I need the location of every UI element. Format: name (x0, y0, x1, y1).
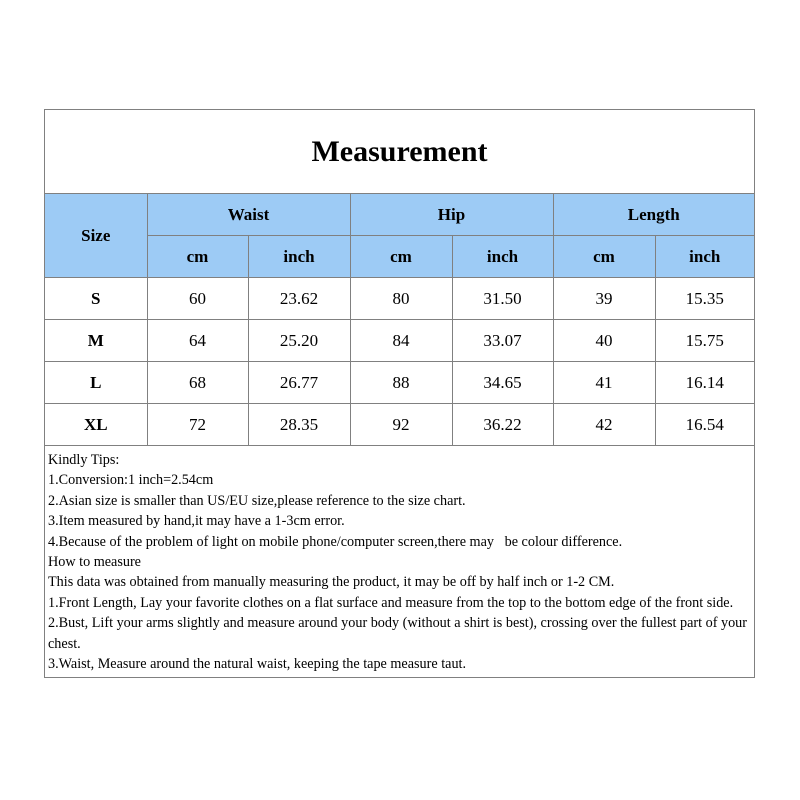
note-line: 3.Waist, Measure around the natural waist, keeping the tape measure taut. (48, 656, 467, 673)
table-cell: 64 (147, 320, 248, 362)
table-cell: 15.35 (655, 278, 754, 320)
table-cell: 39 (553, 278, 655, 320)
waist-header: Waist (147, 194, 350, 236)
table-cell: 68 (147, 362, 248, 404)
table-cell: 15.75 (655, 320, 754, 362)
note-line: This data was obtained from manually measuring the product, it may be off by half inch or 1-2 CM. (48, 574, 615, 591)
header-row-groups (45, 194, 754, 236)
table-cell: 23.62 (248, 278, 350, 320)
size-table (45, 194, 754, 446)
note-line: 2.Bust, Lift your arms slightly and measure around your body (without a shirt is best), crossing over the fullest part of your chest. (48, 615, 751, 652)
unit-header: cm (553, 236, 655, 278)
size-header: Size (45, 194, 147, 278)
table-row (45, 320, 754, 362)
table-cell: 33.07 (452, 320, 553, 362)
unit-header: inch (452, 236, 553, 278)
table-cell: 84 (350, 320, 452, 362)
measure-heading: How to measure (48, 554, 141, 571)
table-cell: 40 (553, 320, 655, 362)
table-cell: 31.50 (452, 278, 553, 320)
size-label: S (45, 278, 147, 320)
table-cell: 60 (147, 278, 248, 320)
table-cell: 28.35 (248, 404, 350, 446)
size-chart (44, 109, 755, 678)
header-row-units (45, 236, 754, 278)
table-cell: 26.77 (248, 362, 350, 404)
unit-header: cm (147, 236, 248, 278)
size-label: XL (45, 404, 147, 446)
table-cell: 88 (350, 362, 452, 404)
note-line: 4.Because of the problem of light on mobile phone/computer screen,there may be colour difference. (48, 533, 623, 550)
table-row (45, 362, 754, 404)
unit-header: inch (655, 236, 754, 278)
table-cell: 16.14 (655, 362, 754, 404)
size-label: L (45, 362, 147, 404)
table-cell: 25.20 (248, 320, 350, 362)
table-cell: 36.22 (452, 404, 553, 446)
unit-header: cm (350, 236, 452, 278)
table-row (45, 278, 754, 320)
table-row (45, 404, 754, 446)
note-line: 2.Asian size is smaller than US/EU size,please reference to the size chart. (48, 492, 466, 509)
table-cell: 72 (147, 404, 248, 446)
unit-header: inch (248, 236, 350, 278)
table-cell: 80 (350, 278, 452, 320)
table-cell: 16.54 (655, 404, 754, 446)
size-label: M (45, 320, 147, 362)
notes-heading: Kindly Tips: (48, 452, 120, 468)
note-line: 1.Conversion:1 inch=2.54cm (48, 472, 214, 489)
table-cell: 34.65 (452, 362, 553, 404)
note-line: 1.Front Length, Lay your favorite clothes on a flat surface and measure from the top to the bottom edge of the front side. (48, 594, 734, 611)
length-header: Length (553, 194, 754, 236)
notes-section (45, 445, 754, 677)
table-cell: 41 (553, 362, 655, 404)
chart-title: Measurement (45, 110, 754, 194)
hip-header: Hip (350, 194, 553, 236)
table-cell: 92 (350, 404, 452, 446)
table-cell: 42 (553, 404, 655, 446)
note-line: 3.Item measured by hand,it may have a 1-3cm error. (48, 513, 345, 530)
